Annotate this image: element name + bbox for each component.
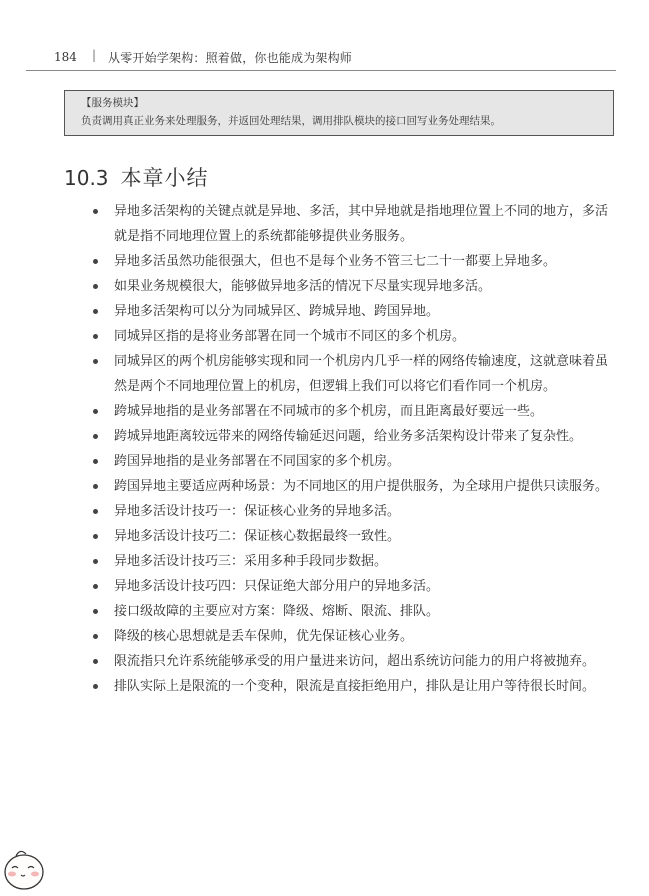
section-heading: [64, 162, 209, 190]
summary-item: 限流指只允许系统能够承受的用户量进来访问，超出系统访问能力的用户将被抛弃。: [90, 649, 620, 674]
summary-item: 接口级故障的主要应对方案：降级、熔断、限流、排队。: [90, 599, 620, 624]
book-title: 从零开始学架构：照着做，你也能成为架构师: [108, 51, 353, 65]
page-number: 184: [54, 50, 77, 64]
summary-item: 跨国异地指的是业务部署在不同国家的多个机房。: [90, 449, 620, 474]
summary-item: 跨城异地指的是业务部署在不同城市的多个机房，而且距离最好要远一些。: [90, 399, 620, 424]
cartoon-face-icon: [2, 842, 46, 892]
summary-item: 排队实际上是限流的一个变种，限流是直接拒绝用户，排队是让用户等待很长时间。: [90, 674, 620, 699]
summary-item: 同城异区指的是将业务部署在同一个城市不同区的多个机房。: [90, 324, 620, 349]
summary-item: 异地多活架构可以分为同城异区、跨城异地、跨国异地。: [90, 299, 620, 324]
summary-item: 异地多活设计技巧三：采用多种手段同步数据。: [90, 549, 620, 574]
summary-item: 异地多活设计技巧四：只保证绝大部分用户的异地多活。: [90, 574, 620, 599]
note-text: 负责调用真正业务来处理服务，并返回处理结果，调用排队模块的接口回写业务处理结果。: [81, 115, 501, 127]
summary-list: [90, 199, 620, 699]
section-title: 本章小结: [120, 166, 209, 190]
page-header: [26, 44, 616, 71]
summary-item: 异地多活设计技巧二：保证核心数据最终一致性。: [90, 524, 620, 549]
summary-item: 异地多活架构的关键点就是异地、多活，其中异地就是指地理位置上不同的地方，多活就是指不同地理位置上的系统都能够提供业务服务。: [90, 199, 620, 249]
header-separator: |: [92, 48, 97, 62]
summary-item: 如果业务规模很大，能够做异地多活的情况下尽量实现异地多活。: [90, 274, 620, 299]
summary-item: 异地多活设计技巧一：保证核心业务的异地多活。: [90, 499, 620, 524]
note-title: 【服务模块】: [81, 97, 144, 109]
summary-item: 异地多活虽然功能很强大，但也不是每个业务不管三七二十一都要上异地多。: [90, 249, 620, 274]
summary-item: 降级的核心思想就是丢车保帅，优先保证核心业务。: [90, 624, 620, 649]
summary-item: 跨国异地主要适应两种场景：为不同地区的用户提供服务，为全球用户提供只读服务。: [90, 474, 620, 499]
section-number: 10.3: [64, 166, 109, 190]
summary-item: 跨城异地距离较远带来的网络传输延迟问题，给业务多活架构设计带来了复杂性。: [90, 424, 620, 449]
service-module-note: [64, 90, 614, 136]
summary-item: 同城异区的两个机房能够实现和同一个机房内几乎一样的网络传输速度，这就意味着虽然是两个不同地理位置上的机房，但逻辑上我们可以将它们看作同一个机房。: [90, 349, 620, 399]
